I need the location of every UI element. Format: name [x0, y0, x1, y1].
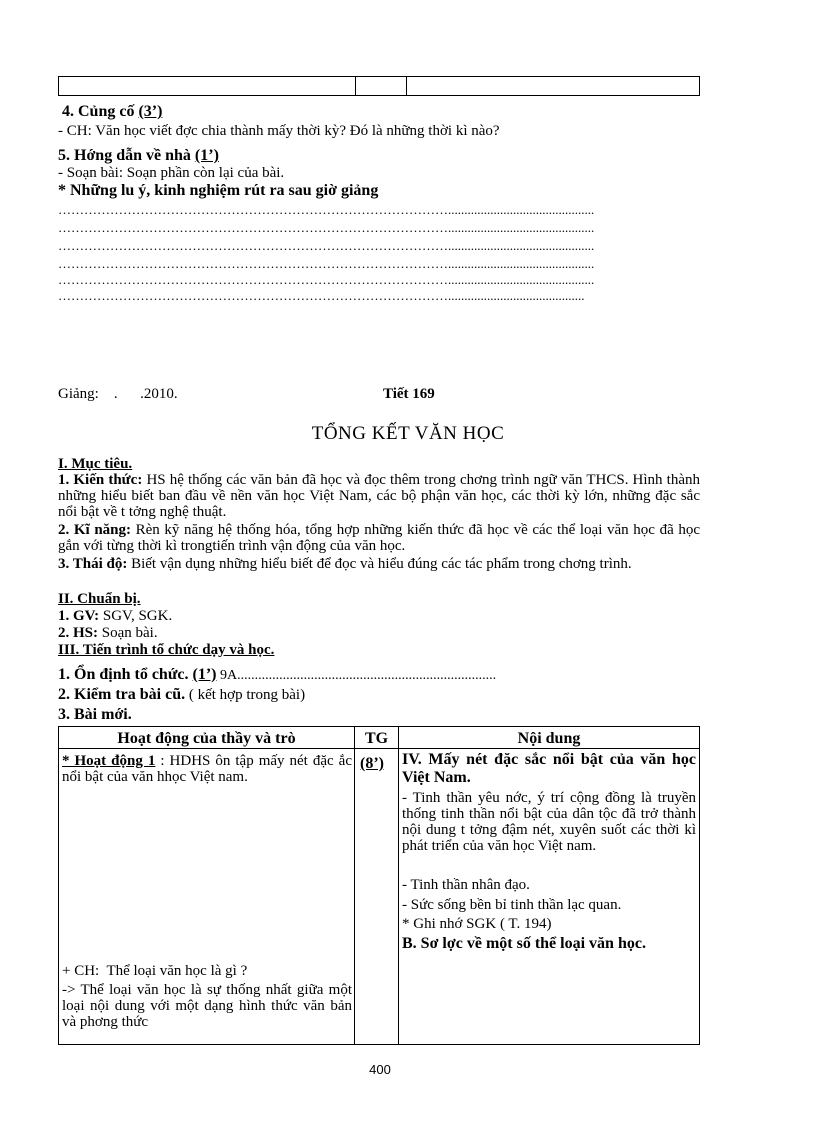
- note-dot-line-4: ……………………………………………………………………………….............................................: [58, 256, 595, 271]
- chuan-bi-heading: II. Chuẩn bị.: [58, 591, 141, 607]
- content-p4: * Ghi nhớ SGK ( T. 194): [402, 916, 552, 932]
- page-number: 400: [369, 1062, 391, 1077]
- top-table-cell-3: [406, 76, 700, 96]
- note-dot-line-3: ……………………………………………………………………………….............................................: [58, 238, 595, 253]
- thai-do-text: Biết vận dụng những hiểu biết để đọc và hiểu đúng các tác phẩm trong chơng trình.: [127, 556, 632, 572]
- top-table-cell-1: [58, 76, 356, 96]
- table-body-col2: [354, 748, 399, 1045]
- question-the-loai: + CH: Thể loại văn học là gì ?: [62, 963, 248, 979]
- on-dinh-time: (1’): [192, 666, 217, 683]
- lesson-title: TỔNG KẾT VĂN HỌC: [311, 423, 505, 444]
- header-noi-dung: Nội dung: [517, 730, 581, 747]
- cung-co-heading: [62, 103, 162, 120]
- huong-dan-heading: [58, 147, 219, 164]
- hs-label: 2. HS:: [58, 625, 99, 641]
- gv-text: SGV, SGK.: [99, 608, 173, 624]
- answer-the-loai: -> Thể loại văn học là sự thống nhất giữa một loại nội dung với một dạng hình thức văn bản và phơng thức: [62, 982, 352, 1030]
- on-dinh-line: [58, 666, 496, 684]
- note-dot-line-2: ……………………………………………………………………………….............................................: [58, 220, 595, 235]
- hs-line: [58, 625, 158, 642]
- bai-moi-label: 3. Bài mới.: [58, 706, 132, 723]
- huong-dan-heading-text: 5. Hớng dẫn về nhà: [58, 147, 191, 164]
- on-dinh-text: 9A..........................................................................: [216, 668, 497, 683]
- note-dot-line-5: ……………………………………………………………………………….............................................: [58, 272, 595, 287]
- kiem-tra-label: 2. Kiểm tra bài cũ.: [58, 686, 186, 703]
- on-dinh-label: 1. Ổn định tổ chức.: [58, 666, 189, 683]
- gv-line: [58, 608, 172, 625]
- ki-nang-label: 2. Kĩ năng:: [58, 522, 132, 538]
- huong-dan-time: (1’): [194, 147, 219, 164]
- gv-label: 1. GV:: [58, 608, 100, 624]
- activity-1: [62, 753, 352, 785]
- kien-thuc-paragraph: [58, 472, 700, 520]
- top-table-cell-2: [355, 76, 407, 96]
- muc-tieu-heading: I. Mục tiêu.: [58, 456, 133, 472]
- thai-do-label: 3. Thái độ:: [58, 556, 128, 572]
- kien-thuc-text: HS hệ thống các văn bản đã học và đọc thêm trong chơng trình ngữ văn THCS. Hình thành những hiểu biết ban đầu về nền văn học Việt Nam, các bộ phận văn học, các thời kỳ lớn, những đặc sắc nổi bật về t tởng nghệ thuật.: [58, 472, 701, 520]
- content-p3: - Sức sống bền bỉ tinh thần lạc quan.: [402, 897, 622, 913]
- giang-date: Giảng: . .2010.: [58, 386, 178, 402]
- note-dot-line-6: ………………………………………………………………………………..........................................: [58, 288, 585, 303]
- notes-heading: * Những lu ý, kinh nghiệm rút ra sau giờ giảng: [58, 182, 379, 199]
- kiem-tra-text: ( kết hợp trong bài): [185, 687, 306, 703]
- cung-co-heading-text: 4. Củng cố: [62, 103, 135, 120]
- note-dot-line-1: ……………………………………………………………………………….............................................: [58, 202, 595, 217]
- tien-trinh-heading: III. Tiến trình tổ chức dạy và học.: [58, 642, 275, 658]
- kiem-tra-line: [58, 686, 305, 704]
- header-hoat-dong: Hoạt động của thầy và trò: [117, 730, 296, 747]
- content-p2: - Tinh thần nhân đạo.: [402, 877, 530, 893]
- hs-text: Soạn bài.: [98, 625, 158, 641]
- tiet-number: Tiết 169: [383, 386, 435, 402]
- header-tg: TG: [364, 730, 389, 747]
- huong-dan-line: - Soạn bài: Soạn phần còn lại của bài.: [58, 165, 285, 181]
- kien-thuc-label: 1. Kiến thức:: [58, 472, 143, 488]
- time-8: (8’): [360, 755, 384, 772]
- cung-co-time: (3’): [138, 103, 163, 120]
- ki-nang-paragraph: [58, 522, 700, 554]
- activity-1-label: * Hoạt động 1: [62, 753, 156, 769]
- content-heading-iv: IV. Mấy nét đặc sắc nổi bật của văn học Việt Nam.: [402, 751, 696, 786]
- activity-1-text: : HDHS ôn tập mấy nét đặc ắc nổi bật của văn hhọc Việt nam.: [62, 753, 352, 785]
- content-heading-b: B. Sơ lợc về một số thể loại văn học.: [402, 935, 646, 952]
- ki-nang-text: Rèn kỹ năng hệ thống hóa, tổng hợp những kiến thức đã học về các thể loại văn học đã học gắn với từng thời kì trongtiến trình vận động của văn học.: [58, 522, 700, 554]
- content-p1: - Tinh thần yêu nớc, ý trí cộng đồng là truyền thống tinh thần nổi bật của dân tộc đã trở thành nội dung t tởng đậm nét, xuyên suốt các thời kì phát triển của văn học Việt nam.: [402, 790, 696, 854]
- cung-co-line: - CH: Văn học viết đợc chia thành mấy thời kỳ? Đó là những thời kì nào?: [58, 123, 500, 139]
- thai-do-paragraph: [58, 556, 700, 572]
